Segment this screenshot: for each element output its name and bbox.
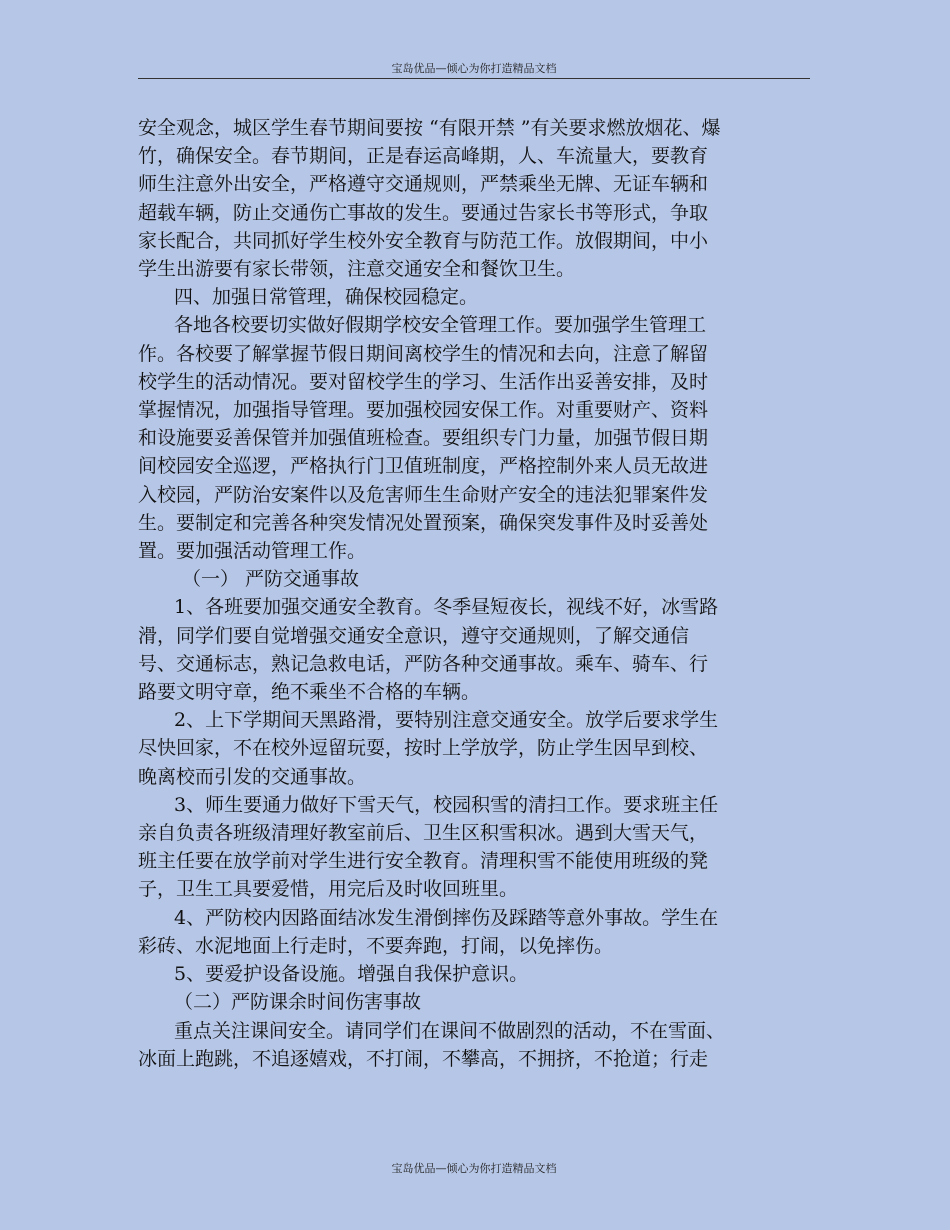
text-line: 晚离校而引发的交通事故。 — [138, 765, 367, 788]
text-line: 学生出游要有家长带领，注意交通安全和餐饮卫生。 — [138, 258, 576, 281]
text-line: 尽快回家，不在校外逗留玩耍，按时上学放学，防止学生因早到校、 — [138, 737, 709, 760]
section-heading: 四、加强日常管理，确保校园稳定。 — [174, 286, 479, 309]
text-line: 家长配合，共同抓好学生校外安全教育与防范工作。放假期间，中小 — [138, 229, 709, 252]
text-line: 亲自负责各班级清理好教室前后、卫生区积雪积冰。遇到大雪天气， — [138, 822, 709, 845]
text-line: 生。要制定和完善各种突发情况处置预案，确保突发事件及时妥善处 — [138, 511, 709, 534]
page-header: 宝岛优品—倾心为你打造精品文档 — [391, 62, 557, 75]
text-line: 和设施要妥善保管并加强值班检查。要组织专门力量，加强节假日期 — [138, 427, 709, 450]
text-line: 2、上下学期间天黑路滑，要特别注意交通安全。放学后要求学生 — [174, 709, 719, 732]
page-footer: 宝岛优品—倾心为你打造精品文档 — [391, 1162, 557, 1175]
text-line: 各地各校要切实做好假期学校安全管理工作。要加强学生管理工 — [174, 314, 707, 337]
text-line: 3、师生要通力做好下雪天气，校园积雪的清扫工作。要求班主任 — [174, 793, 719, 816]
subsection-heading: （一） 严防交通事故 — [182, 568, 360, 591]
text-line: 5、要爱护设备设施。增强自我保护意识。 — [174, 963, 529, 986]
text-line: 4、严防校内因路面结冰发生滑倒摔伤及踩踏等意外事故。学生在 — [174, 906, 719, 929]
text-line: 号、交通标志，熟记急救电话，严防各种交通事故。乘车、骑车、行 — [138, 652, 709, 675]
text-line: 1、各班要加强交通安全教育。冬季昼短夜长，视线不好，冰雪路 — [174, 596, 719, 619]
text-line: 彩砖、水泥地面上行走时，不要奔跑，打闹，以免摔伤。 — [138, 934, 614, 957]
text-line: 路要文明守章，绝不乘坐不合格的车辆。 — [138, 681, 481, 704]
text-line: 作。各校要了解掌握节假日期间离校学生的情况和去向，注意了解留 — [138, 342, 709, 365]
text-line: 校学生的活动情况。要对留校学生的学习、生活作出妥善安排，及时 — [138, 370, 709, 393]
text-line: 滑，同学们要自觉增强交通安全意识，遵守交通规则，了解交通信 — [138, 624, 690, 647]
text-line: 冰面上跑跳，不追逐嬉戏，不打闹，不攀高，不拥挤，不抢道；行走 — [138, 1047, 709, 1070]
text-line: 班主任要在放学前对学生进行安全教育。清理积雪不能使用班级的凳 — [138, 850, 709, 873]
text-line: 安全观念，城区学生春节期间要按 “有限开禁 ”有关要求燃放烟花、爆 — [138, 117, 721, 139]
text-line: 入校园，严防治安案件以及危害师生生命财产安全的违法犯罪案件发 — [138, 483, 709, 506]
subsection-heading: （二）严防课余时间伤害事故 — [174, 991, 422, 1014]
text-line: 师生注意外出安全，严格遵守交通规则，严禁乘坐无牌、无证车辆和 — [138, 173, 709, 196]
text-line: 置。要加强活动管理工作。 — [138, 540, 367, 563]
text-line: 超载车辆，防止交通伤亡事故的发生。要通过告家长书等形式，争取 — [138, 201, 709, 224]
text-line: 间校园安全巡逻，严格执行门卫值班制度，严格控制外来人员无故进 — [138, 455, 709, 478]
document-body — [138, 114, 778, 1073]
header-divider — [138, 78, 810, 79]
text-line: 竹，确保安全。春节期间，正是春运高峰期，人、车流量大，要教育 — [138, 145, 709, 168]
text-line: 重点关注课间安全。请同学们在课间不做剧烈的活动，不在雪面、 — [174, 1019, 726, 1042]
text-line: 掌握情况，加强指导管理。要加强校园安保工作。对重要财产、资料 — [138, 399, 709, 422]
text-line: 子，卫生工具要爱惜，用完后及时收回班里。 — [138, 878, 519, 901]
